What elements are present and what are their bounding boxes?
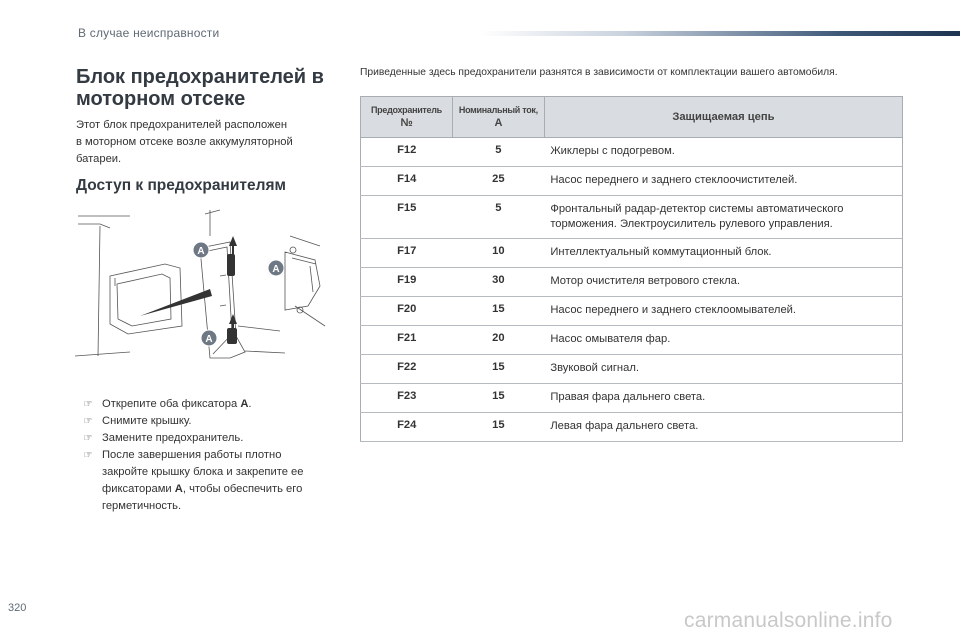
fuse-number-cell: F21 xyxy=(361,326,453,355)
fuse-circuit-cell xyxy=(544,413,902,442)
fuse-table xyxy=(360,96,903,442)
step-4-line-3 xyxy=(102,481,344,498)
table-row xyxy=(361,239,903,268)
step-3-text: Замените предохранитель. xyxy=(102,432,244,444)
pointing-hand-icon: ☞ xyxy=(83,450,93,461)
section-header-title: В случае неисправности xyxy=(78,26,220,40)
step-item xyxy=(76,396,344,413)
fuse-circuit-cell xyxy=(544,326,902,355)
page-title-line-1: Блок предохранителей в xyxy=(76,66,324,88)
circuit-line-1: Фронтальный радар-детектор системы автоматического xyxy=(550,202,844,215)
intro-line-1: Этот блок предохранителей расположен xyxy=(76,119,288,131)
circuit-line-1: Звуковой сигнал. xyxy=(550,362,639,375)
table-row xyxy=(361,196,903,239)
instruction-steps xyxy=(76,396,344,515)
fuse-number-cell: F24 xyxy=(361,413,453,442)
header-current-symbol: A xyxy=(494,117,503,129)
watermark: carmanualsonline.info xyxy=(684,609,893,632)
fuse-circuit-cell xyxy=(544,196,902,239)
header-gradient-bar xyxy=(480,31,960,36)
fuse-circuit-cell xyxy=(544,297,902,326)
step-4-line-3-post: , чтобы обеспечить его xyxy=(182,483,303,495)
circuit-line-1: Насос переднего и заднего стеклоочистителей. xyxy=(550,174,798,187)
fuse-circuit-cell xyxy=(544,167,902,196)
fuse-number-cell: F14 xyxy=(361,167,453,196)
fuse-circuit-cell xyxy=(544,355,902,384)
circuit-line-1: Интеллектуальный коммутационный блок. xyxy=(550,246,772,259)
header-fuse-symbol: № xyxy=(400,117,413,129)
fuse-number-cell: F15 xyxy=(361,196,453,239)
fuse-current-cell: 20 xyxy=(452,326,544,355)
circuit-line-1: Насос переднего и заднего стеклоомывателей. xyxy=(550,304,797,317)
table-row xyxy=(361,138,903,167)
fuse-number-cell: F20 xyxy=(361,297,453,326)
fuse-current-cell: 5 xyxy=(452,196,544,239)
page-title-line-2: моторном отсеке xyxy=(76,88,246,110)
pointing-hand-icon: ☞ xyxy=(83,433,93,444)
step-item xyxy=(76,430,344,447)
header-fuse xyxy=(361,97,453,138)
header-fuse-label: Предохранитель xyxy=(371,105,442,115)
intro-line-2: в моторном отсеке возле аккумуляторной xyxy=(76,136,293,148)
intro-paragraph xyxy=(76,117,341,168)
table-row xyxy=(361,413,903,442)
intro-line-3: батареи. xyxy=(76,153,122,165)
callout-a-detail-label: A xyxy=(272,264,280,275)
fuse-current-cell: 15 xyxy=(452,413,544,442)
fuse-number-cell: F12 xyxy=(361,138,453,167)
step-1-text: Открепите оба фиксатора xyxy=(102,398,241,410)
pointing-hand-icon: ☞ xyxy=(83,416,93,427)
table-row xyxy=(361,167,903,196)
fuse-current-cell: 5 xyxy=(452,138,544,167)
circuit-line-1: Жиклеры с подогревом. xyxy=(550,145,675,158)
fuse-circuit-cell xyxy=(544,268,902,297)
fuse-circuit-cell xyxy=(544,138,902,167)
circuit-line-1: Правая фара дальнего света. xyxy=(550,391,706,404)
fuse-table-note: Приведенные здесь предохранители разнятся в зависимости от комплектации вашего автомобиля. xyxy=(360,67,838,78)
page-number: 320 xyxy=(8,602,27,614)
step-4-line-3-bold: A xyxy=(174,483,183,495)
fuse-number-cell: F23 xyxy=(361,384,453,413)
fuse-number-cell: F17 xyxy=(361,239,453,268)
circuit-line-1: Мотор очистителя ветрового стекла. xyxy=(550,275,740,288)
step-4-line-4: герметичность. xyxy=(102,500,182,512)
fuse-current-cell: 15 xyxy=(452,384,544,413)
table-row xyxy=(361,355,903,384)
fuse-current-cell: 15 xyxy=(452,355,544,384)
step-4-line-3-pre: фиксаторами xyxy=(102,483,175,495)
step-1-post: . xyxy=(248,398,252,410)
table-row xyxy=(361,384,903,413)
pointing-hand-icon: ☞ xyxy=(83,399,93,410)
callout-a-top xyxy=(193,242,209,258)
callout-a-bottom-label: A xyxy=(205,334,213,345)
step-4-line-2: закройте крышку блока и закрепите ее xyxy=(102,466,304,478)
callout-a-top-label: A xyxy=(197,246,205,257)
step-item xyxy=(76,413,344,430)
table-row xyxy=(361,297,903,326)
circuit-line-1: Левая фара дальнего света. xyxy=(550,420,699,433)
fuse-current-cell: 10 xyxy=(452,239,544,268)
step-item xyxy=(76,447,344,515)
fuse-circuit-cell xyxy=(544,239,902,268)
step-2-text: Снимите крышку. xyxy=(102,415,192,427)
fuse-box-illustration xyxy=(70,206,340,376)
access-section-title: Доступ к предохранителям xyxy=(76,177,286,194)
header-circuit: Защищаемая цепь xyxy=(544,97,902,138)
step-1-bold: A xyxy=(240,398,249,410)
table-row xyxy=(361,326,903,355)
table-row xyxy=(361,268,903,297)
fuse-current-cell: 25 xyxy=(452,167,544,196)
circuit-line-1: Насос омывателя фар. xyxy=(550,333,671,346)
fuse-current-cell: 30 xyxy=(452,268,544,297)
fuse-current-cell: 15 xyxy=(452,297,544,326)
header-current-label: Номинальный ток, xyxy=(458,105,538,115)
circuit-line-2: торможения. Электроусилитель рулевого управления. xyxy=(550,218,833,230)
fuse-number-cell: F19 xyxy=(361,268,453,297)
callout-a-detail xyxy=(268,260,284,276)
callout-a-bottom xyxy=(201,330,217,346)
page-title xyxy=(76,66,346,110)
header-current xyxy=(452,97,544,138)
fuse-number-cell: F22 xyxy=(361,355,453,384)
step-4-line-1: После завершения работы плотно xyxy=(102,449,282,461)
fuse-circuit-cell xyxy=(544,384,902,413)
